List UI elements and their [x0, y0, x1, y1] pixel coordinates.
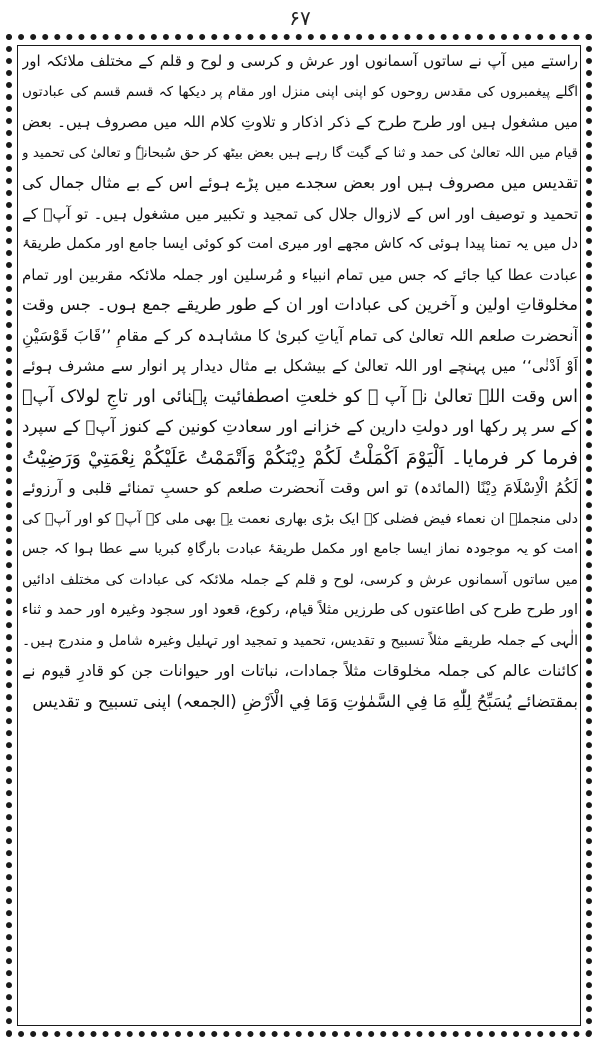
text-line-21: کائنات عالم کی جملہ مخلوقات مثلاً جمادات، نباتات اور حیوانات جن کو قادرِ قیوم نے: [22, 662, 578, 680]
text-body: [22, 46, 578, 1029]
text-line-16: دلی منجملہ ان نعماء فیض فضلی کے ایک بڑی بھاری نعمت یہ بھی ملی کہ آپؐ کو اور آپؐ کی: [22, 510, 578, 527]
text-line-11: اَوْ اَدْنٰی‘‘ میں پہنچے اور اللہ تعالیٰ کے بیشکل بے مثال دیدار پر انوار سے مشرف ہوئے: [22, 357, 578, 375]
text-line-4: قیام میں اللہ تعالیٰ کی حمد و ثنا کے گیت گا رہے ہیں بعض بیٹھ کر حق سُبحانہٗ و تعالیٰ کی تحمید و: [22, 144, 578, 161]
text-line-2: اگلے پیغمبروں کی مقدس روحوں کو اپنی اپنی منزل اور مقام پر دیکھا کہ قسم قسم کی عبادتوں: [22, 83, 578, 100]
text-line-19: اور طرح طرح کی اطاعتوں کی طرزیں مثلاً قیام، رکوع، قعود اور سجود وغیرہ اور حمد و ثناء: [22, 602, 578, 618]
text-line-1: راستے میں آپ نے ساتوں آسمانوں اور عرش و کرسی و لوح و قلم کے مختلف ملائکہ اور: [22, 52, 578, 70]
text-line-6: تحمید و توصیف اور اس کے لازوال جلال کی تمجید و تکبیر میں مشغول ہیں۔ تو آپؐ کے: [22, 204, 578, 223]
text-line-18: میں ساتوں آسمانوں عرش و کرسی، لوح و قلم کے جملہ ملائکہ کی عبادات کی مختلف ادائیں: [22, 571, 578, 588]
text-line-12: اس وقت اللہ تعالیٰ نے آپ ﷺ کو خلعتِ اصطفائیت پہنائی اور تاجِ لولاک آپؐ: [22, 386, 578, 407]
text-line-20: الٰہی کے جملہ طریقے مثلاً تسبیح و تقدیس، تحمید و تمجید اور تہلیل وغیرہ شامل و مندرج ہیں۔: [22, 632, 578, 649]
text-line-13: کے سر پر رکھا اور دولتِ دارین کے خزانے اور سعادتِ کونین کے کنوز آپؐ کے سپرد: [22, 417, 578, 436]
text-line-15: لَكُمُ الْاِسْلَامَ دِيْنًا (المائدہ) تو اس وقت آنحضرت صلعم کو حسبِ تمنائے قلبی و آرزوئے: [22, 479, 578, 497]
text-line-7: دل میں یہ تمنا پیدا ہوئی کہ کاش مجھے اور میری امت کو کوئی ایسا جامع اور مکمل طریقۂ: [22, 236, 578, 252]
text-line-8: عبادت عطا کیا جائے کہ جس میں تمام انبیاء و مُرسلین اور جملہ ملائکہ مقربین اور تمام: [22, 265, 578, 284]
text-line-17: امت کو یہ موجودہ نماز ایسا جامع اور مکمل طریقۂ عبادت بارگاہِ کبریا سے عطا ہوا کہ جس: [22, 541, 578, 557]
text-line-5: تقدیس میں مصروف ہیں اور بعض سجدے میں پڑے ہوئے اس کے بے مثال جمال کی: [22, 173, 578, 192]
text-line-22: بمقتضائے يُسَبِّحُ لِلّٰهِ مَا فِي السَّمٰوٰتِ وَمَا فِي الْاَرْضِ (الجمعہ) اپنی تسبیح و تقدیس: [32, 691, 578, 711]
page-number: ۶۷: [289, 6, 311, 30]
text-line-9: مخلوقاتِ اولین و آخرین کی عبادات اور ان کے طور طریقے جمع ہوں۔ جس وقت: [22, 295, 578, 314]
text-line-10: آنحضرت صلعم اللہ تعالیٰ کی تمام آیاتِ کبریٰ کا مشاہدہ کر کے مقامِ ’’قَابَ قَوْسَيْنِ: [22, 325, 578, 345]
text-line-14: فرما کر فرمایا۔ اَلْيَوْمَ اَكْمَلْتُ لَكُمْ دِيْنَكُمْ وَاَتْمَمْتُ عَلَيْكُمْ نِعْمَتِيْ وَرَضِيْتُ: [22, 446, 578, 469]
text-line-3: میں مشغول ہیں اور طرح طرح کے ذکر اذکار و تلاوتِ کلام اللہ میں مصروف ہیں۔ بعض: [22, 113, 578, 131]
